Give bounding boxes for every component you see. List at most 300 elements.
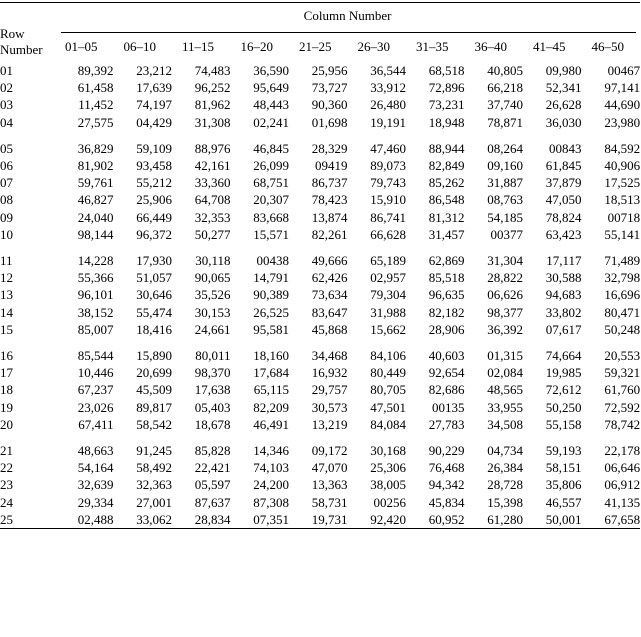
table-cell: 13,874 bbox=[311, 209, 348, 225]
table-cell: 09419 bbox=[315, 158, 348, 174]
table-cell: 55,141 bbox=[604, 226, 641, 242]
table-cell: 93,458 bbox=[136, 158, 172, 174]
table-cell: 80,705 bbox=[370, 382, 406, 398]
table-cell: 32,363 bbox=[136, 477, 172, 493]
row-header-line2: Number bbox=[0, 42, 43, 57]
table-cell: 18,678 bbox=[194, 416, 231, 432]
table-cell: 13,363 bbox=[311, 477, 348, 493]
table-row bbox=[0, 511, 640, 529]
table-cell: 67,237 bbox=[77, 382, 114, 398]
column-header: 16–20 bbox=[240, 38, 273, 54]
table-cell: 34,468 bbox=[311, 348, 348, 364]
table-cell: 33,360 bbox=[194, 175, 231, 191]
table-cell: 51,057 bbox=[136, 270, 172, 286]
table-row bbox=[0, 304, 640, 321]
table-cell: 72,896 bbox=[428, 80, 465, 96]
table-cell: 58,151 bbox=[545, 460, 582, 476]
table-cell: 00377 bbox=[490, 226, 523, 242]
table-cell: 98,144 bbox=[77, 226, 114, 242]
table-cell: 26,099 bbox=[253, 158, 289, 174]
table-cell: 59,321 bbox=[604, 365, 641, 381]
table-cell: 74,483 bbox=[194, 63, 231, 78]
column-header: 36–40 bbox=[474, 38, 507, 54]
table-cell: 47,050 bbox=[545, 192, 582, 208]
table-cell: 17,525 bbox=[604, 175, 641, 191]
table-cell: 19,731 bbox=[289, 511, 348, 529]
table-cell: 87,308 bbox=[253, 494, 289, 510]
row-number: 04 bbox=[0, 114, 13, 130]
table-cell: 15,910 bbox=[370, 192, 406, 208]
table-cell: 35,806 bbox=[545, 477, 582, 493]
table-cell: 07,617 bbox=[545, 321, 582, 337]
table-cell: 59,761 bbox=[77, 175, 114, 191]
column-header: 46–50 bbox=[591, 38, 624, 54]
table-cell: 64,708 bbox=[194, 192, 231, 208]
row-number: 24 bbox=[0, 494, 13, 510]
table-cell: 82,849 bbox=[428, 158, 465, 174]
table-cell: 50,001 bbox=[523, 511, 582, 529]
table-cell: 02,084 bbox=[487, 365, 523, 381]
table-cell: 17,684 bbox=[253, 365, 289, 381]
table-cell: 85,828 bbox=[194, 443, 231, 459]
table-cell: 54,164 bbox=[77, 460, 114, 476]
table-cell: 78,423 bbox=[311, 192, 348, 208]
table-cell: 81,902 bbox=[77, 158, 114, 174]
table-cell: 94,683 bbox=[545, 287, 582, 303]
row-number: 09 bbox=[0, 209, 13, 225]
table-cell: 96,252 bbox=[194, 80, 231, 96]
table-cell: 96,101 bbox=[77, 287, 114, 303]
table-header bbox=[0, 3, 640, 59]
table-cell: 89,073 bbox=[370, 158, 406, 174]
table-cell: 68,518 bbox=[428, 63, 465, 78]
table-cell: 17,638 bbox=[194, 382, 231, 398]
column-header: 21–25 bbox=[299, 38, 332, 54]
table-cell: 48,443 bbox=[253, 97, 289, 113]
table-cell: 78,742 bbox=[604, 416, 641, 432]
row-number: 22 bbox=[0, 460, 13, 476]
table-cell: 52,341 bbox=[545, 80, 582, 96]
row-number: 18 bbox=[0, 382, 13, 398]
table-cell: 55,366 bbox=[77, 270, 114, 286]
row-header-line1: Row bbox=[0, 26, 25, 41]
table-cell: 55,158 bbox=[545, 416, 582, 432]
table-cell: 80,449 bbox=[370, 365, 406, 381]
table-cell: 27,575 bbox=[77, 114, 114, 130]
table-cell: 00467 bbox=[607, 63, 641, 78]
table-cell: 46,845 bbox=[253, 140, 289, 156]
table-cell: 86,737 bbox=[311, 175, 348, 191]
table-cell: 46,491 bbox=[253, 416, 289, 432]
table-cell: 16,932 bbox=[311, 365, 348, 381]
group-spacer bbox=[0, 243, 640, 252]
table-cell: 74,103 bbox=[253, 460, 289, 476]
table-cell: 02,957 bbox=[370, 270, 406, 286]
table-cell: 88,944 bbox=[428, 140, 465, 156]
table-cell: 90,229 bbox=[428, 443, 465, 459]
table-cell: 90,065 bbox=[194, 270, 231, 286]
table-cell: 19,191 bbox=[370, 114, 406, 130]
table-cell: 46,557 bbox=[545, 494, 582, 510]
row-number: 08 bbox=[0, 192, 13, 208]
row-number-header bbox=[0, 3, 55, 59]
table-cell: 79,304 bbox=[370, 287, 406, 303]
table-cell: 40,603 bbox=[428, 348, 465, 364]
row-number: 11 bbox=[0, 253, 13, 269]
table-cell: 20,307 bbox=[253, 192, 289, 208]
table-cell: 17,930 bbox=[136, 253, 172, 269]
table-cell: 62,426 bbox=[311, 270, 348, 286]
table-cell: 10,446 bbox=[77, 365, 114, 381]
table-cell: 09,172 bbox=[311, 443, 348, 459]
table-cell: 06,912 bbox=[604, 477, 641, 493]
table-cell: 24,661 bbox=[194, 321, 231, 337]
table-row bbox=[0, 442, 640, 459]
table-cell: 29,334 bbox=[77, 494, 114, 510]
table-row bbox=[0, 494, 640, 511]
column-span-rule bbox=[61, 32, 636, 33]
column-header: 11–15 bbox=[182, 38, 215, 54]
table-cell: 30,153 bbox=[194, 304, 231, 320]
table-cell: 33,802 bbox=[545, 304, 582, 320]
table-cell: 60,952 bbox=[406, 511, 465, 529]
table-cell: 22,421 bbox=[194, 460, 231, 476]
table-cell: 09,980 bbox=[545, 63, 582, 78]
table-row bbox=[0, 347, 640, 364]
table-cell: 24,200 bbox=[253, 477, 289, 493]
table-cell: 67,411 bbox=[78, 416, 114, 432]
table-cell: 83,647 bbox=[311, 304, 348, 320]
row-number: 10 bbox=[0, 226, 13, 242]
table-cell: 06,626 bbox=[487, 287, 523, 303]
table-cell: 85,518 bbox=[428, 270, 465, 286]
table-cell: 95,649 bbox=[253, 80, 289, 96]
table-cell: 55,474 bbox=[136, 304, 172, 320]
table-cell: 01,315 bbox=[487, 348, 523, 364]
table-row bbox=[0, 416, 640, 433]
table-cell: 36,392 bbox=[487, 321, 523, 337]
table-cell: 95,581 bbox=[253, 321, 289, 337]
table-cell: 58,731 bbox=[311, 494, 348, 510]
table-cell: 72,612 bbox=[545, 382, 582, 398]
table-cell: 61,845 bbox=[545, 158, 582, 174]
table-cell: 61,280 bbox=[465, 511, 524, 529]
table-row bbox=[0, 174, 640, 191]
table-row bbox=[0, 321, 640, 338]
table-cell: 28,329 bbox=[311, 140, 348, 156]
table-cell: 48,565 bbox=[487, 382, 523, 398]
table-cell: 13,219 bbox=[311, 416, 348, 432]
table-cell: 31,457 bbox=[428, 226, 465, 242]
table-cell: 26,480 bbox=[370, 97, 406, 113]
table-cell: 05,403 bbox=[194, 399, 231, 415]
table-cell: 28,728 bbox=[487, 477, 523, 493]
table-cell: 31,308 bbox=[194, 114, 231, 130]
table-cell: 85,262 bbox=[428, 175, 465, 191]
table-cell: 59,109 bbox=[136, 140, 172, 156]
table-cell: 33,062 bbox=[114, 511, 173, 529]
table-cell: 65,189 bbox=[370, 253, 406, 269]
table-cell: 28,834 bbox=[172, 511, 231, 529]
table-cell: 36,590 bbox=[253, 63, 289, 78]
table-cell: 08,763 bbox=[487, 192, 523, 208]
table-cell: 37,740 bbox=[487, 97, 523, 113]
table-cell: 30,168 bbox=[370, 443, 406, 459]
table-cell: 86,741 bbox=[370, 209, 406, 225]
table-cell: 82,261 bbox=[311, 226, 348, 242]
table-cell: 45,509 bbox=[136, 382, 172, 398]
table-cell: 46,827 bbox=[77, 192, 114, 208]
table-row bbox=[0, 381, 640, 398]
table-cell: 09,160 bbox=[487, 158, 523, 174]
row-number: 17 bbox=[0, 365, 13, 381]
table-cell: 80,471 bbox=[604, 304, 641, 320]
table-cell: 30,573 bbox=[311, 399, 348, 415]
random-number-table bbox=[0, 2, 640, 529]
table-cell: 80,011 bbox=[195, 348, 231, 364]
table-cell: 30,118 bbox=[195, 253, 231, 269]
table-cell: 38,152 bbox=[77, 304, 114, 320]
table-cell: 31,887 bbox=[487, 175, 523, 191]
table-cell: 90,389 bbox=[253, 287, 289, 303]
table-cell: 36,829 bbox=[77, 140, 114, 156]
table-cell: 89,392 bbox=[77, 63, 114, 78]
table-cell: 92,654 bbox=[428, 365, 465, 381]
table-cell: 58,492 bbox=[136, 460, 172, 476]
table-cell: 00256 bbox=[373, 494, 406, 510]
table-cell: 92,420 bbox=[348, 511, 407, 529]
table-cell: 27,783 bbox=[428, 416, 465, 432]
table-cell: 91,245 bbox=[136, 443, 172, 459]
table-cell: 36,544 bbox=[370, 63, 406, 78]
table-cell: 28,822 bbox=[487, 270, 523, 286]
table-cell: 15,662 bbox=[370, 321, 406, 337]
row-number: 07 bbox=[0, 175, 13, 191]
row-number: 19 bbox=[0, 399, 13, 415]
table-cell: 74,197 bbox=[136, 97, 172, 113]
table-row bbox=[0, 459, 640, 476]
row-number: 03 bbox=[0, 97, 13, 113]
table-cell: 83,668 bbox=[253, 209, 289, 225]
table-cell: 00438 bbox=[256, 253, 289, 269]
table-cell: 11,452 bbox=[78, 97, 114, 113]
table-cell: 35,526 bbox=[194, 287, 231, 303]
table-cell: 31,304 bbox=[487, 253, 523, 269]
row-number: 15 bbox=[0, 321, 13, 337]
table-cell: 19,985 bbox=[545, 365, 582, 381]
group-spacer bbox=[0, 131, 640, 140]
table-cell: 40,906 bbox=[604, 158, 641, 174]
table-cell: 42,161 bbox=[194, 158, 231, 174]
row-number: 06 bbox=[0, 158, 13, 174]
table-row bbox=[0, 226, 640, 243]
table-row bbox=[0, 157, 640, 174]
table-cell: 85,007 bbox=[77, 321, 114, 337]
table-cell: 26,628 bbox=[545, 97, 582, 113]
table-cell: 02,241 bbox=[253, 114, 289, 130]
table-row bbox=[0, 399, 640, 416]
table-cell: 25,306 bbox=[370, 460, 406, 476]
table-cell: 98,370 bbox=[194, 365, 231, 381]
table-cell: 74,664 bbox=[545, 348, 582, 364]
table-cell: 25,956 bbox=[311, 63, 348, 78]
group-spacer bbox=[0, 338, 640, 347]
table-cell: 33,912 bbox=[370, 80, 406, 96]
table-cell: 44,690 bbox=[604, 97, 641, 113]
table-cell: 23,026 bbox=[77, 399, 114, 415]
row-number: 05 bbox=[0, 140, 13, 156]
table-cell: 31,988 bbox=[370, 304, 406, 320]
row-number: 14 bbox=[0, 304, 13, 320]
table-cell: 40,805 bbox=[487, 63, 523, 78]
table-cell: 01,698 bbox=[311, 114, 348, 130]
table-cell: 78,824 bbox=[545, 209, 582, 225]
table-cell: 45,834 bbox=[428, 494, 465, 510]
table-cell: 41,135 bbox=[604, 494, 641, 510]
table-cell: 24,040 bbox=[77, 209, 114, 225]
table-row bbox=[0, 209, 640, 226]
table-cell: 50,277 bbox=[194, 226, 231, 242]
table-cell: 68,751 bbox=[253, 175, 289, 191]
table-cell: 94,342 bbox=[428, 477, 465, 493]
table-cell: 81,312 bbox=[428, 209, 465, 225]
table-cell: 36,030 bbox=[545, 114, 582, 130]
table-cell: 98,377 bbox=[487, 304, 523, 320]
table-cell: 17,639 bbox=[136, 80, 172, 96]
row-number: 20 bbox=[0, 416, 13, 432]
row-number: 01 bbox=[0, 63, 13, 78]
table-row bbox=[0, 140, 640, 157]
table-cell: 23,212 bbox=[136, 63, 172, 78]
table-cell: 15,398 bbox=[487, 494, 523, 510]
table-cell: 62,869 bbox=[428, 253, 465, 269]
table-cell: 66,628 bbox=[370, 226, 406, 242]
column-header: 26–30 bbox=[357, 38, 390, 54]
table-cell: 47,460 bbox=[370, 140, 406, 156]
row-number: 02 bbox=[0, 80, 13, 96]
table-cell: 33,955 bbox=[487, 399, 523, 415]
table-cell: 55,212 bbox=[136, 175, 172, 191]
table-cell: 87,637 bbox=[194, 494, 231, 510]
table-cell: 37,879 bbox=[545, 175, 582, 191]
table-cell: 14,791 bbox=[253, 270, 289, 286]
table-cell: 28,906 bbox=[428, 321, 465, 337]
table-row bbox=[0, 58, 640, 79]
table-cell: 50,248 bbox=[604, 321, 641, 337]
column-header: 06–10 bbox=[123, 38, 156, 54]
table-cell: 96,372 bbox=[136, 226, 172, 242]
table-row bbox=[0, 191, 640, 208]
table-cell: 85,544 bbox=[77, 348, 114, 364]
table-row bbox=[0, 269, 640, 286]
table-cell: 73,634 bbox=[311, 287, 348, 303]
table-cell: 02,488 bbox=[55, 511, 114, 529]
table-cell: 06,646 bbox=[604, 460, 641, 476]
table-cell: 61,458 bbox=[77, 80, 114, 96]
table-cell: 66,449 bbox=[136, 209, 172, 225]
table-cell: 82,686 bbox=[428, 382, 465, 398]
table-cell: 71,489 bbox=[604, 253, 641, 269]
row-number: 13 bbox=[0, 287, 13, 303]
table-cell: 96,635 bbox=[428, 287, 465, 303]
table-cell: 30,588 bbox=[545, 270, 582, 286]
column-header: 01–05 bbox=[65, 38, 98, 54]
row-number: 21 bbox=[0, 443, 13, 459]
table-cell: 88,976 bbox=[194, 140, 231, 156]
column-number-header: Column Number bbox=[303, 8, 392, 23]
table-cell: 15,890 bbox=[136, 348, 172, 364]
table-cell: 65,115 bbox=[253, 382, 289, 398]
group-spacer bbox=[0, 433, 640, 442]
table-cell: 84,084 bbox=[370, 416, 406, 432]
table-row bbox=[0, 286, 640, 303]
table-cell: 79,743 bbox=[370, 175, 406, 191]
row-number: 12 bbox=[0, 270, 13, 286]
table-row bbox=[0, 252, 640, 269]
table-row bbox=[0, 476, 640, 493]
table-row bbox=[0, 79, 640, 96]
row-number: 23 bbox=[0, 477, 13, 493]
table-cell: 00135 bbox=[432, 399, 465, 415]
table-cell: 25,906 bbox=[136, 192, 172, 208]
table-cell: 82,182 bbox=[428, 304, 465, 320]
row-number: 16 bbox=[0, 348, 13, 364]
table-cell: 20,553 bbox=[604, 348, 641, 364]
table-cell: 84,106 bbox=[370, 348, 406, 364]
table-cell: 34,508 bbox=[487, 416, 523, 432]
column-header: 31–35 bbox=[416, 38, 449, 54]
table-cell: 72,592 bbox=[604, 399, 641, 415]
table-cell: 86,548 bbox=[428, 192, 465, 208]
table-cell: 18,948 bbox=[428, 114, 465, 130]
table-cell: 73,727 bbox=[311, 80, 348, 96]
table-cell: 04,429 bbox=[136, 114, 172, 130]
table-cell: 76,468 bbox=[428, 460, 465, 476]
table-cell: 14,228 bbox=[77, 253, 114, 269]
table-cell: 15,571 bbox=[253, 226, 289, 242]
table-cell: 47,070 bbox=[311, 460, 348, 476]
table-cell: 30,646 bbox=[136, 287, 172, 303]
table-cell: 84,592 bbox=[604, 140, 641, 156]
table-cell: 32,798 bbox=[604, 270, 641, 286]
table-cell: 82,209 bbox=[253, 399, 289, 415]
table-row bbox=[0, 114, 640, 131]
table-cell: 18,160 bbox=[253, 348, 289, 364]
table-cell: 50,250 bbox=[545, 399, 582, 415]
table-cell: 45,868 bbox=[311, 321, 348, 337]
table-cell: 04,734 bbox=[487, 443, 523, 459]
table-cell: 81,962 bbox=[194, 97, 231, 113]
table-cell: 78,871 bbox=[487, 114, 523, 130]
table-cell: 32,639 bbox=[77, 477, 114, 493]
table-cell: 27,001 bbox=[136, 494, 172, 510]
table-cell: 54,185 bbox=[487, 209, 523, 225]
table-cell: 32,353 bbox=[194, 209, 231, 225]
column-header-row bbox=[0, 35, 640, 58]
table-cell: 26,525 bbox=[253, 304, 289, 320]
table-cell: 14,346 bbox=[253, 443, 289, 459]
table-cell: 17,117 bbox=[546, 253, 582, 269]
table-cell: 63,423 bbox=[545, 226, 582, 242]
table-cell: 00718 bbox=[607, 209, 641, 225]
table-cell: 89,817 bbox=[136, 399, 172, 415]
table-cell: 07,351 bbox=[231, 511, 290, 529]
table-cell: 00843 bbox=[549, 140, 582, 156]
table-cell: 48,663 bbox=[77, 443, 114, 459]
column-header: 41–45 bbox=[533, 38, 566, 54]
table-cell: 66,218 bbox=[487, 80, 523, 96]
table-cell: 22,178 bbox=[604, 443, 641, 459]
